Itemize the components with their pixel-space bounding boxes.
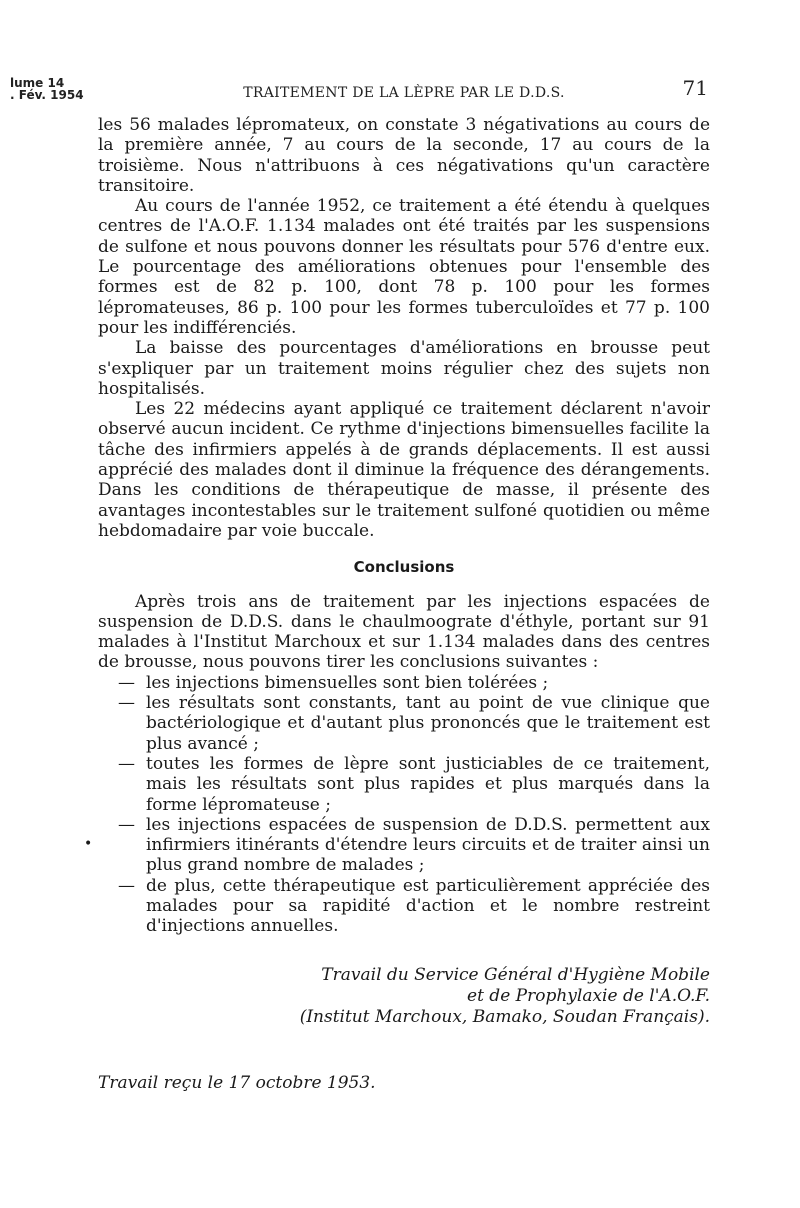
page-number: 71: [682, 76, 708, 100]
paragraph: Les 22 médecins ayant appliqué ce traitement déclarent n'avoir observé aucun incident. Ce rythme d'injections bimensuelles facilite la tâche des infirmiers appelés à de grands déplacements. Il est aussi apprécié des malades dont il diminue la fréquence des dérangements. Dans les conditions de thérapeutique de masse, il présente des avantages incontestables sur le traitement sulfoné quotidien ou même hebdomadaire par voie buccale.: [98, 399, 710, 541]
list-item: [84, 814, 710, 876]
dash-marker: —: [118, 814, 135, 835]
paragraph: La baisse des pourcentages d'améliorations en brousse peut s'expliquer par un traitement moins régulier chez des sujets non hospitalisés.: [98, 338, 710, 399]
paragraph: les 56 malades lépromateux, on constate 3 négativations au cours de la première année, 7 au cours de la seconde, 17 au cours de la troisième. Nous n'attribuons à ces négativations qu'un caractère transitoire.: [98, 115, 710, 196]
signature-block: [98, 965, 710, 1028]
conclusions-intro: Après trois ans de traitement par les injections espacées de suspension de D.D.S. dans le chaulmoograte d'éthyle, portant sur 91 malades à l'Institut Marchoux et sur 1.134 malades dans des centres de brousse, nous pouvons tirer les conclusions suivantes :: [98, 591, 710, 673]
paragraph: Au cours de l'année 1952, ce traitement a été étendu à quelques centres de l'A.O.F. 1.134 malades ont été traités par les suspensions de sulfone et nous pouvons donner les résultats pour 576 d'entre eux. Le pourcentage des améliorations obtenues pour l'ensemble des formes est de 82 p. 100, dont 78 p. 100 pour les formes lépromateuses, 86 p. 100 pour les formes tuberculoïdes et 77 p. 100 pour les indifférenciés.: [98, 196, 710, 338]
list-item: [98, 754, 710, 815]
signature-line: Travail du Service Général d'Hygiène Mobile: [321, 964, 710, 985]
signature-line: et de Prophylaxie de l'A.O.F.: [467, 985, 710, 1006]
list-item-text: les injections espacées de suspension de D.D.S. permettent aux infirmiers itinérants d'étendre leurs circuits et de traiter ainsi un plus grand nombre de malades ;: [146, 814, 710, 876]
list-item: [98, 693, 710, 754]
list-item: [98, 876, 710, 937]
list-item-text: toutes les formes de lèpre sont justiciables de ce traitement, mais les résultats sont plus rapides et plus marqués dans la forme lépromateuse ;: [146, 753, 710, 815]
margin-volume-reference: [10, 77, 84, 101]
dash-marker: —: [118, 693, 135, 714]
list-item-text: de plus, cette thérapeutique est particulièrement appréciée des malades pour sa rapidité d'action et le nombre restreint d'injections annuelles.: [146, 875, 710, 937]
conclusions-list: [84, 672, 710, 937]
section-heading: Conclusions: [353, 558, 455, 577]
margin-volume-line: lume 14: [10, 76, 65, 90]
received-date: Travail reçu le 17 octobre 1953.: [98, 1073, 376, 1093]
dash-marker: —: [118, 753, 135, 774]
bullet-dot-icon: •: [84, 835, 93, 852]
list-item: [98, 673, 710, 693]
dash-marker: —: [118, 672, 135, 693]
list-item-text: les injections bimensuelles sont bien tolérées ;: [146, 672, 549, 693]
running-title: TRAITEMENT DE LA LÈPRE PAR LE D.D.S.: [243, 85, 565, 101]
signature-line: (Institut Marchoux, Bamako, Soudan Français).: [299, 1006, 710, 1027]
dash-marker: —: [118, 875, 135, 896]
list-item-text: les résultats sont constants, tant au point de vue clinique que bactériologique et d'autant plus prononcés que le traitement est plus avancé ;: [146, 693, 710, 754]
body-text: [84, 115, 710, 1028]
margin-date-line: . Fév. 1954: [10, 88, 84, 102]
